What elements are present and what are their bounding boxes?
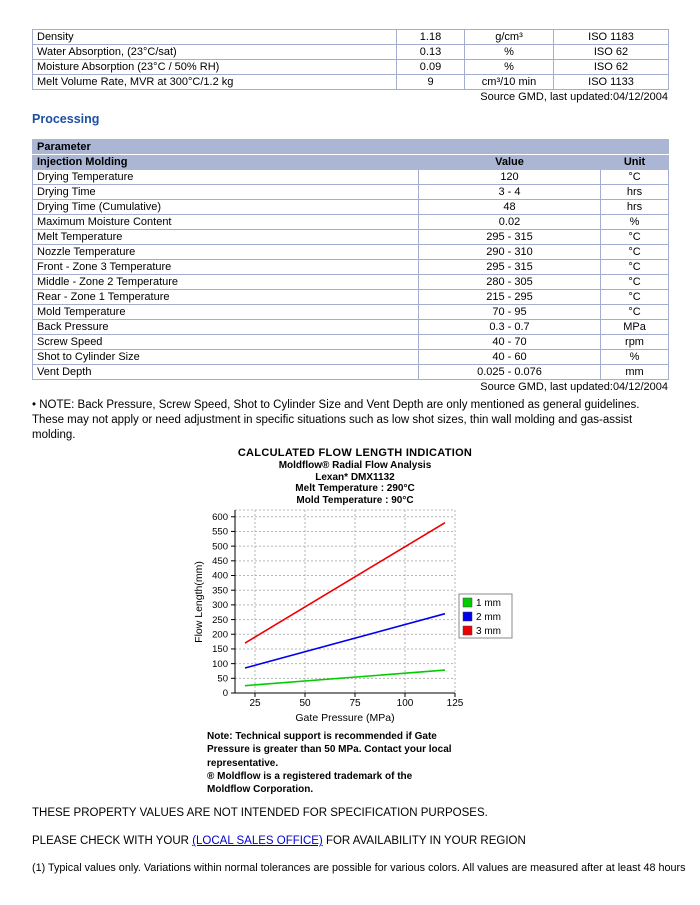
property-row — [33, 45, 669, 60]
parameter-name-cell: Middle - Zone 2 Temperature — [33, 275, 419, 290]
legend-swatch — [463, 598, 472, 607]
parameter-row — [33, 185, 669, 200]
parameter-row — [33, 320, 669, 335]
x-tick-label: 75 — [349, 698, 361, 709]
table-group-header: Parameter — [33, 140, 669, 155]
parameter-value-cell: 70 - 95 — [419, 305, 601, 320]
property-value-cell: 1.18 — [397, 30, 465, 45]
property-standard-cell: ISO 62 — [554, 45, 669, 60]
chart-footnote: Note: Technical support is recommended if Gate Pressure is greater than 50 MPa. Contact your local representative. — [207, 731, 452, 769]
y-tick-label: 50 — [217, 673, 228, 685]
parameter-name-cell: Melt Temperature — [33, 230, 419, 245]
disclaimer-line: THESE PROPERTY VALUES ARE NOT INTENDED FOR SPECIFICATION PURPOSES. — [32, 807, 488, 820]
parameter-name-cell: Front - Zone 3 Temperature — [33, 260, 419, 275]
availability-prefix: PLEASE CHECK WITH YOUR — [32, 835, 193, 848]
parameter-unit-cell: % — [601, 350, 669, 365]
parameter-row — [33, 290, 669, 305]
property-value-cell: 0.09 — [397, 60, 465, 75]
property-unit-cell: g/cm³ — [465, 30, 554, 45]
parameter-name-cell: Maximum Moisture Content — [33, 215, 419, 230]
parameter-unit-cell: °C — [601, 260, 669, 275]
parameter-unit-cell: % — [601, 215, 669, 230]
parameter-value-cell: 295 - 315 — [419, 260, 601, 275]
chart-subtitle: Melt Temperature : 290°C — [295, 483, 415, 494]
y-tick-label: 500 — [212, 541, 228, 553]
parameter-unit-cell: °C — [601, 290, 669, 305]
parameter-value-cell: 40 - 70 — [419, 335, 601, 350]
parameter-value-cell: 280 - 305 — [419, 275, 601, 290]
y-tick-label: 550 — [212, 526, 228, 538]
processing-heading: Processing — [32, 112, 100, 126]
legend-swatch — [463, 612, 472, 621]
chart-titles — [190, 447, 520, 506]
property-name-cell: Moisture Absorption (23°C / 50% RH) — [33, 60, 397, 75]
flow-length-plot — [190, 506, 520, 728]
parameter-name-cell: Screw Speed — [33, 335, 419, 350]
parameter-row — [33, 245, 669, 260]
x-tick-label: 50 — [299, 698, 311, 709]
parameter-unit-cell: °C — [601, 230, 669, 245]
table-group-header-row — [33, 140, 669, 155]
typical-values-footnote: (1) Typical values only. Variations within normal tolerances are possible for various colors. All values are measured after at least 48 hours — [32, 862, 686, 875]
property-row — [33, 30, 669, 45]
chart-subtitle: Moldflow® Radial Flow Analysis — [278, 460, 432, 471]
parameter-name-cell: Vent Depth — [33, 365, 419, 380]
parameter-name-cell: Mold Temperature — [33, 305, 419, 320]
property-unit-cell: % — [465, 45, 554, 60]
y-tick-label: 350 — [212, 585, 228, 597]
parameter-value-cell: 215 - 295 — [419, 290, 601, 305]
parameter-unit-cell: hrs — [601, 200, 669, 215]
parameter-name-cell: Back Pressure — [33, 320, 419, 335]
chart-title: CALCULATED FLOW LENGTH INDICATION — [237, 447, 473, 459]
local-sales-office-link[interactable]: (LOCAL SALES OFFICE) — [192, 835, 323, 848]
parameter-name-cell: Shot to Cylinder Size — [33, 350, 419, 365]
legend-label: 2 mm — [476, 612, 501, 623]
parameter-unit-cell: °C — [601, 245, 669, 260]
parameter-row — [33, 275, 669, 290]
parameter-name-cell: Drying Time (Cumulative) — [33, 200, 419, 215]
parameter-value-cell: 0.3 - 0.7 — [419, 320, 601, 335]
parameter-unit-cell: MPa — [601, 320, 669, 335]
property-name-cell: Water Absorption, (23°C/sat) — [33, 45, 397, 60]
property-value-cell: 0.13 — [397, 45, 465, 60]
x-tick-label: 100 — [396, 698, 414, 709]
parameter-row — [33, 230, 669, 245]
property-name-cell: Melt Volume Rate, MVR at 300°C/1.2 kg — [33, 75, 397, 90]
x-axis-title: Gate Pressure (MPa) — [295, 712, 395, 724]
parameter-row — [33, 260, 669, 275]
parameter-unit-cell: °C — [601, 275, 669, 290]
property-row — [33, 60, 669, 75]
property-name-cell: Density — [33, 30, 397, 45]
chart-footnotes — [207, 730, 457, 796]
chart-footnote: ® Moldflow is a registered trademark of the Moldflow Corporation. — [207, 770, 413, 796]
parameter-value-cell: 3 - 4 — [419, 185, 601, 200]
chart-subtitle: Lexan* DMX1132 — [315, 471, 395, 483]
availability-suffix: FOR AVAILABILITY IN YOUR REGION — [322, 835, 526, 848]
parameter-value-cell: 295 - 315 — [419, 230, 601, 245]
x-tick-label: 125 — [446, 698, 464, 709]
availability-line — [32, 834, 668, 848]
flow-length-chart — [190, 447, 520, 796]
parameter-name-cell: Drying Temperature — [33, 170, 419, 185]
y-tick-label: 200 — [212, 629, 228, 641]
x-tick-label: 25 — [249, 698, 261, 709]
column-header: Injection Molding — [33, 155, 419, 170]
processing-table — [32, 139, 669, 380]
y-tick-label: 600 — [212, 511, 228, 523]
table-column-header-row — [33, 155, 669, 170]
parameter-name-cell: Nozzle Temperature — [33, 245, 419, 260]
parameter-unit-cell: °C — [601, 170, 669, 185]
parameter-row — [33, 170, 669, 185]
parameter-row — [33, 365, 669, 380]
y-tick-label: 100 — [212, 658, 228, 670]
y-tick-label: 0 — [222, 688, 228, 700]
parameter-row — [33, 335, 669, 350]
property-row — [33, 75, 669, 90]
property-value-cell: 9 — [397, 75, 465, 90]
parameter-value-cell: 0.02 — [419, 215, 601, 230]
legend-label: 3 mm — [476, 626, 501, 637]
y-tick-label: 300 — [212, 600, 228, 612]
source-note-2: Source GMD, last updated:04/12/2004 — [480, 381, 668, 393]
source-note: Source GMD, last updated:04/12/2004 — [480, 91, 668, 103]
parameter-name-cell: Rear - Zone 1 Temperature — [33, 290, 419, 305]
parameter-value-cell: 290 - 310 — [419, 245, 601, 260]
column-header: Unit — [601, 155, 669, 170]
parameter-value-cell: 40 - 60 — [419, 350, 601, 365]
series-line-2mm — [245, 614, 445, 668]
y-axis-title: Flow Length(mm) — [193, 561, 205, 643]
property-unit-cell: % — [465, 60, 554, 75]
parameter-value-cell: 48 — [419, 200, 601, 215]
physical-properties-table — [32, 29, 669, 90]
parameter-unit-cell: hrs — [601, 185, 669, 200]
parameter-row — [33, 305, 669, 320]
property-standard-cell: ISO 62 — [554, 60, 669, 75]
parameter-row — [33, 350, 669, 365]
column-header: Value — [419, 155, 601, 170]
parameter-unit-cell: rpm — [601, 335, 669, 350]
property-standard-cell: ISO 1133 — [554, 75, 669, 90]
legend-swatch — [463, 626, 472, 635]
y-tick-label: 250 — [212, 614, 228, 626]
parameter-value-cell: 120 — [419, 170, 601, 185]
chart-subtitle: Mold Temperature : 90°C — [296, 494, 414, 506]
property-standard-cell: ISO 1183 — [554, 30, 669, 45]
parameter-row — [33, 200, 669, 215]
legend-label: 1 mm — [476, 598, 501, 609]
guidelines-note: • NOTE: Back Pressure, Screw Speed, Shot to Cylinder Size and Vent Depth are only mentioned as general guidelines. These may not apply or need adjustment in specific situations such as low shot sizes, thin wall molding and gas-assist molding. — [32, 399, 640, 441]
y-tick-label: 150 — [212, 644, 228, 656]
parameter-value-cell: 0.025 - 0.076 — [419, 365, 601, 380]
y-tick-label: 450 — [212, 556, 228, 568]
y-tick-label: 400 — [212, 570, 228, 582]
parameter-unit-cell: °C — [601, 305, 669, 320]
parameter-unit-cell: mm — [601, 365, 669, 380]
parameter-name-cell: Drying Time — [33, 185, 419, 200]
parameter-row — [33, 215, 669, 230]
property-unit-cell: cm³/10 min — [465, 75, 554, 90]
series-line-3mm — [245, 523, 445, 643]
